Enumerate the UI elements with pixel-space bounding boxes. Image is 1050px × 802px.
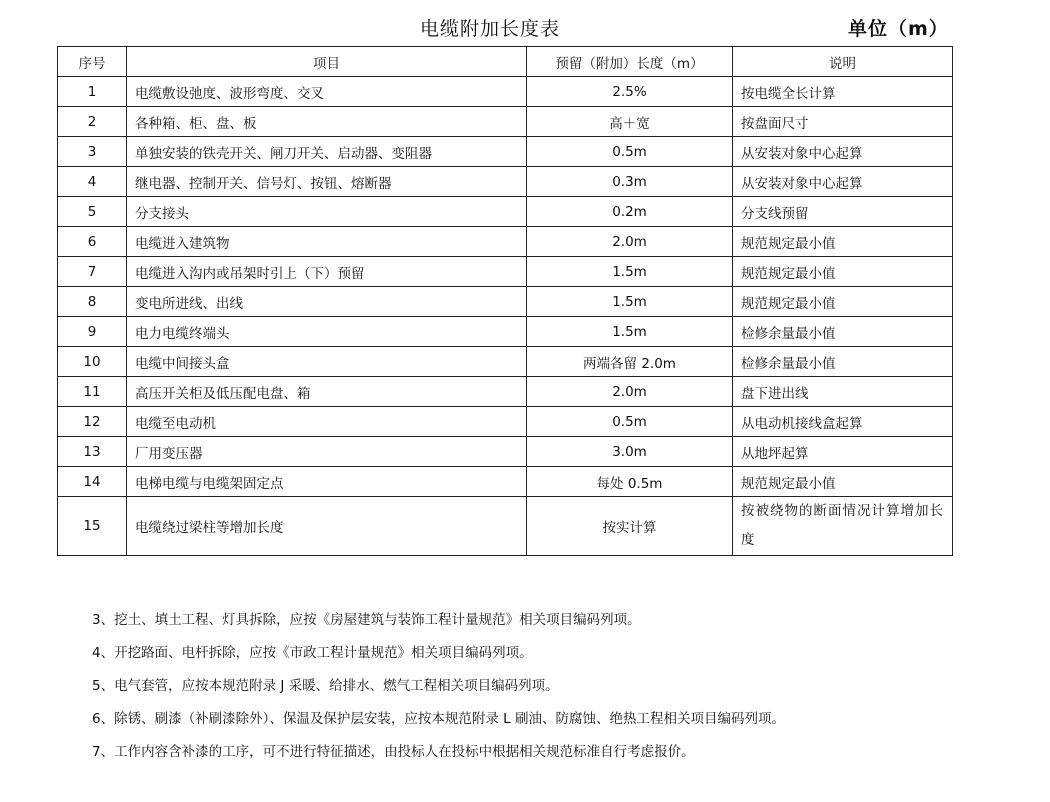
- row-note: 从安装对象中心起算: [733, 137, 953, 167]
- row-length: 3.0m: [527, 437, 733, 467]
- row-number: 5: [58, 197, 127, 227]
- row-number: 10: [58, 347, 127, 377]
- row-length: 2.0m: [527, 377, 733, 407]
- row-note: 检修余量最小值: [733, 317, 953, 347]
- column-header-no: 序号: [58, 47, 127, 77]
- row-note: 按盘面尺寸: [733, 107, 953, 137]
- row-length: 1.5m: [527, 317, 733, 347]
- row-item: 继电器、控制开关、信号灯、按钮、熔断器: [127, 167, 527, 197]
- row-note: 按电缆全长计算: [733, 77, 953, 107]
- row-length: 2.0m: [527, 227, 733, 257]
- row-number: 11: [58, 377, 127, 407]
- row-note: 规范规定最小值: [733, 287, 953, 317]
- row-length: 0.2m: [527, 197, 733, 227]
- row-note: 从地坪起算: [733, 437, 953, 467]
- note-item: 5、电气套管，应按本规范附录 J 采暖、给排水、燃气工程相关项目编码列项。: [92, 678, 559, 694]
- row-item: 高压开关柜及低压配电盘、箱: [127, 377, 527, 407]
- table-row: [58, 377, 953, 407]
- row-number: 7: [58, 257, 127, 287]
- column-header-length: 预留（附加）长度（m）: [527, 47, 733, 77]
- row-item: 单独安装的铁壳开关、闸刀开关、启动器、变阻器: [127, 137, 527, 167]
- row-length: 0.3m: [527, 167, 733, 197]
- row-length: 每处 0.5m: [527, 467, 733, 497]
- row-item: 电缆至电动机: [127, 407, 527, 437]
- table-row: [58, 437, 953, 467]
- note-item: 7、工作内容含补漆的工序，可不进行特征描述，由投标人在投标中根据相关规范标准自行考虑报价。: [92, 744, 695, 760]
- notes-list: [92, 604, 785, 769]
- row-length: 0.5m: [527, 137, 733, 167]
- row-item: 电缆进入沟内或吊架时引上（下）预留: [127, 257, 527, 287]
- note-item: 3、挖土、填土工程、灯具拆除，应按《房屋建筑与装饰工程计量规范》相关项目编码列项。: [92, 612, 641, 628]
- row-length: 两端各留 2.0m: [527, 347, 733, 377]
- note-item: 4、开挖路面、电杆拆除，应按《市政工程计量规范》相关项目编码列项。: [92, 645, 533, 661]
- row-note: 按被绕物的断面情况计算增加长度: [733, 497, 953, 556]
- note-item: 6、除锈、刷漆（补刷漆除外）、保温及保护层安装，应按本规范附录 L 刷油、防腐蚀、绝热工程相关项目编码列项。: [92, 711, 785, 727]
- column-header-note: 说明: [733, 47, 953, 77]
- row-number: 9: [58, 317, 127, 347]
- table-row: [58, 467, 953, 497]
- row-number: 15: [58, 497, 127, 556]
- row-note: 规范规定最小值: [733, 467, 953, 497]
- table-header-row: [58, 47, 953, 77]
- row-item: 电梯电缆与电缆架固定点: [127, 467, 527, 497]
- row-item: 厂用变压器: [127, 437, 527, 467]
- row-note: 盘下进出线: [733, 377, 953, 407]
- column-header-item: 项目: [127, 47, 527, 77]
- row-number: 12: [58, 407, 127, 437]
- table-row: [58, 77, 953, 107]
- row-length: 0.5m: [527, 407, 733, 437]
- table-row: [58, 137, 953, 167]
- row-number: 6: [58, 227, 127, 257]
- table-row: [58, 227, 953, 257]
- row-length: 高＋宽: [527, 107, 733, 137]
- cable-length-table: [57, 46, 953, 556]
- row-item: 各种箱、柜、盘、板: [127, 107, 527, 137]
- row-item: 电缆进入建筑物: [127, 227, 527, 257]
- row-number: 4: [58, 167, 127, 197]
- row-number: 14: [58, 467, 127, 497]
- table-row: [58, 497, 953, 556]
- table-row: [58, 107, 953, 137]
- row-item: 变电所进线、出线: [127, 287, 527, 317]
- row-note: 从电动机接线盒起算: [733, 407, 953, 437]
- row-item: 电缆敷设弛度、波形弯度、交叉: [127, 77, 527, 107]
- row-length: 1.5m: [527, 287, 733, 317]
- table-row: [58, 197, 953, 227]
- row-number: 1: [58, 77, 127, 107]
- row-note: 分支线预留: [733, 197, 953, 227]
- row-item: 电缆绕过梁柱等增加长度: [127, 497, 527, 556]
- unit-label: 单位（m）: [848, 18, 949, 40]
- row-length: 按实计算: [527, 497, 733, 556]
- row-length: 2.5%: [527, 77, 733, 107]
- row-number: 2: [58, 107, 127, 137]
- row-item: 分支接头: [127, 197, 527, 227]
- table-row: [58, 347, 953, 377]
- row-note: 检修余量最小值: [733, 347, 953, 377]
- table-row: [58, 287, 953, 317]
- row-note: 从安装对象中心起算: [733, 167, 953, 197]
- row-item: 电缆中间接头盒: [127, 347, 527, 377]
- table-title: 电缆附加长度表: [420, 18, 561, 40]
- table-row: [58, 317, 953, 347]
- table-row: [58, 257, 953, 287]
- row-number: 8: [58, 287, 127, 317]
- row-item: 电力电缆终端头: [127, 317, 527, 347]
- row-note: 规范规定最小值: [733, 257, 953, 287]
- row-number: 13: [58, 437, 127, 467]
- row-length: 1.5m: [527, 257, 733, 287]
- row-number: 3: [58, 137, 127, 167]
- table-row: [58, 167, 953, 197]
- row-note: 规范规定最小值: [733, 227, 953, 257]
- table-row: [58, 407, 953, 437]
